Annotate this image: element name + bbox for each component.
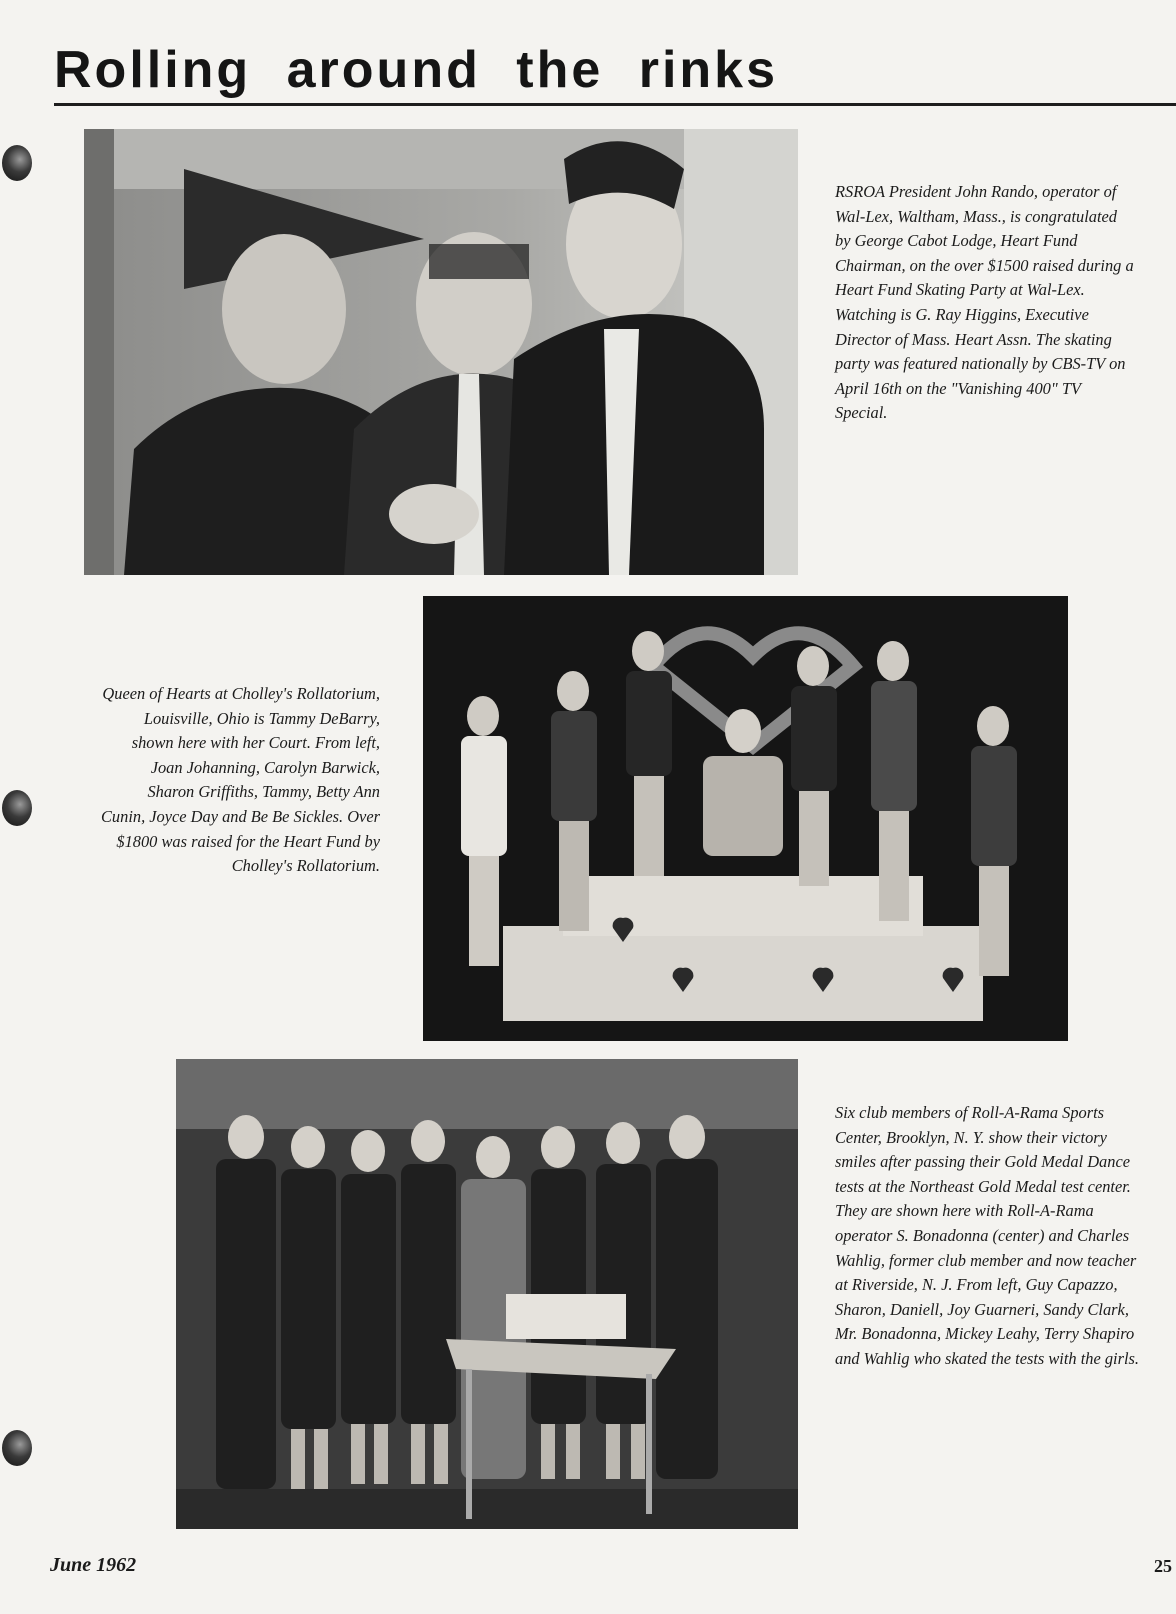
page-number: 25	[1154, 1556, 1172, 1576]
handshake-caption: RSROA President John Rando, operator of Wal-Lex, Waltham, Mass., is congratulated by George Cabot Lodge, Heart Fund Chairman, on the over $1500 raised during a Heart Fund Skating Party at Wal-Lex. Watching is G. Ray Higgins, Executive Director of Mass. Heart Assn. The skating party was featured nationally by CBS-TV on April 16th on the "Vanishing 400" TV Special.	[835, 182, 1134, 423]
title-rule	[54, 103, 1176, 106]
roll-a-rama-photo	[176, 1059, 798, 1529]
handshake-photo	[84, 129, 798, 575]
roll-a-rama-caption: Six club members of Roll-A-Rama Sports Center, Brooklyn, N. Y. show their victory smiles after passing their Gold Medal Dance tests at the Northeast Gold Medal test center. They are shown here with Roll-A-Rama operator S. Bonadonna (center) and Charles Wahlig, former club member and now teacher at Riverside, N. J. From left, Guy Capazzo, Sharon, Daniell, Joy Guarneri, Sandy Clark, Mr. Bonadonna, Mickey Leahy, Terry Shapiro and Wahlig who skated the tests with the girls.	[835, 1103, 1139, 1368]
binder-hole-bottom	[2, 1430, 32, 1466]
issue-date: June 1962	[50, 1554, 137, 1576]
queen-of-hearts-caption: Queen of Hearts at Cholley's Rollatorium, Louisville, Ohio is Tammy DeBarry, shown here with her Court. From left, Joan Johanning, Carolyn Barwick, Sharon Griffiths, Tammy, Betty Ann Cunin, Joyce Day and Be Be Sickles. Over $1800 was raised for the Heart Fund by Cholley's Rollatorium.	[101, 684, 380, 876]
binder-hole-middle	[2, 790, 32, 826]
page-title: Rolling around the rinks	[54, 41, 779, 99]
queen-of-hearts-photo	[423, 596, 1068, 1041]
binder-hole-top	[2, 145, 32, 181]
